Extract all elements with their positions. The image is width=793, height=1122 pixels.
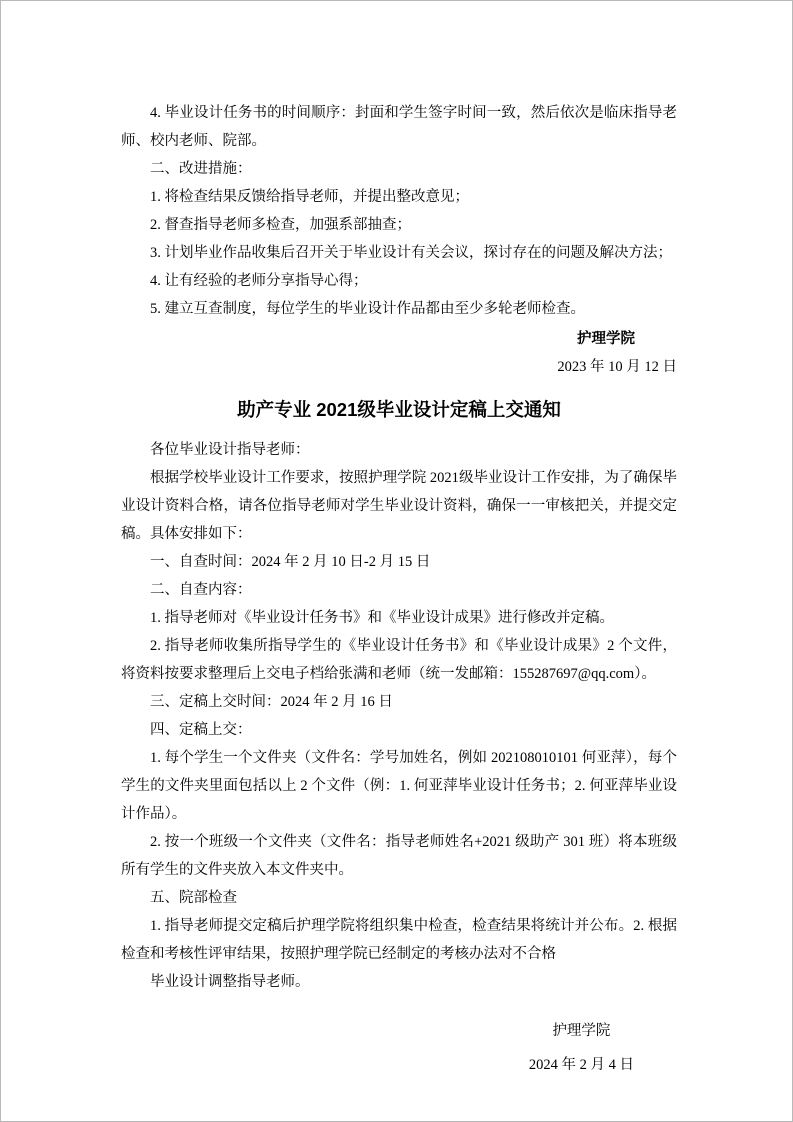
paragraph: 4. 让有经验的老师分享指导心得；: [150, 273, 368, 289]
signature-org: 护理学院: [577, 331, 635, 347]
paragraph: 一、自查时间：2024 年 2 月 10 日-2 月 15 日: [150, 554, 431, 570]
paragraph: 1. 指导老师对《毕业设计任务书》和《毕业设计成果》进行修改并定稿。: [150, 610, 614, 626]
paragraph: 根据学校毕业设计工作要求，按照护理学院 2021级毕业设计工作安排，为了确保毕业设计资料合格，请各位指导老师对学生毕业设计资料，确保一一审核把关，并提交定稿。具体安排如下：: [121, 470, 677, 542]
paragraph: 5. 建立互查制度，每位学生的毕业设计作品都由至少多轮老师检查。: [150, 301, 585, 317]
paragraph: 二、改进措施：: [150, 161, 252, 177]
document-content: [121, 99, 677, 1082]
paragraph: 1. 指导老师提交定稿后护理学院将组织集中检查，检查结果将统计并公布。2. 根据检查和考核性评审结果，按照护理学院已经制定的考核办法对不合格: [121, 918, 677, 962]
signature-block-previous-notice: [121, 325, 677, 381]
signature-date: 2023 年 10 月 12 日: [557, 359, 677, 375]
paragraph: 3. 计划毕业作品收集后召开关于毕业设计有关会议，探讨存在的问题及解决方法；: [150, 245, 672, 261]
paragraph: 4. 毕业设计任务书的时间顺序：封面和学生签字时间一致，然后依次是临床指导老师、校内老师、院部。: [121, 105, 677, 149]
notice-title: 助产专业 2021级毕业设计定稿上交通知: [237, 399, 561, 420]
signature-inner: [529, 1014, 634, 1082]
paragraph: 四、定稿上交：: [150, 722, 252, 738]
paragraph: 毕业设计调整指导老师。: [150, 974, 310, 990]
paragraph: 2. 指导老师收集所指导学生的《毕业设计任务书》和《毕业设计成果》2 个文件，将资料按要求整理后上交电子档给张满和老师（统一发邮箱：155287697@qq.com）。: [121, 638, 677, 682]
paragraph: 五、院部检查: [150, 890, 237, 906]
paragraph: 二、自查内容：: [150, 582, 252, 598]
signature-org: 护理学院: [552, 1023, 611, 1039]
salutation: 各位毕业设计指导老师：: [150, 442, 310, 458]
paragraph: 1. 每个学生一个文件夹（文件名：学号加姓名，例如 202108010101 何亚萍），每个学生的文件夹里面包括以上 2 个文件（例：1. 何亚萍毕业设计任务书；2. 何亚萍毕业设计作品）。: [121, 750, 677, 822]
signature-block-notice: [121, 1014, 677, 1082]
paragraph: 三、定稿上交时间：2024 年 2 月 16 日: [150, 694, 393, 710]
paragraph: 1. 将检查结果反馈给指导老师，并提出整改意见；: [150, 189, 469, 205]
paragraph: 2. 督查指导老师多检查，加强系部抽查；: [150, 217, 411, 233]
signature-date: 2024 年 2 月 4 日: [528, 1057, 634, 1073]
paragraph: 2. 按一个班级一个文件夹（文件名：指导老师姓名+2021 级助产 301 班）将本班级所有学生的文件夹放入本文件夹中。: [121, 834, 677, 878]
